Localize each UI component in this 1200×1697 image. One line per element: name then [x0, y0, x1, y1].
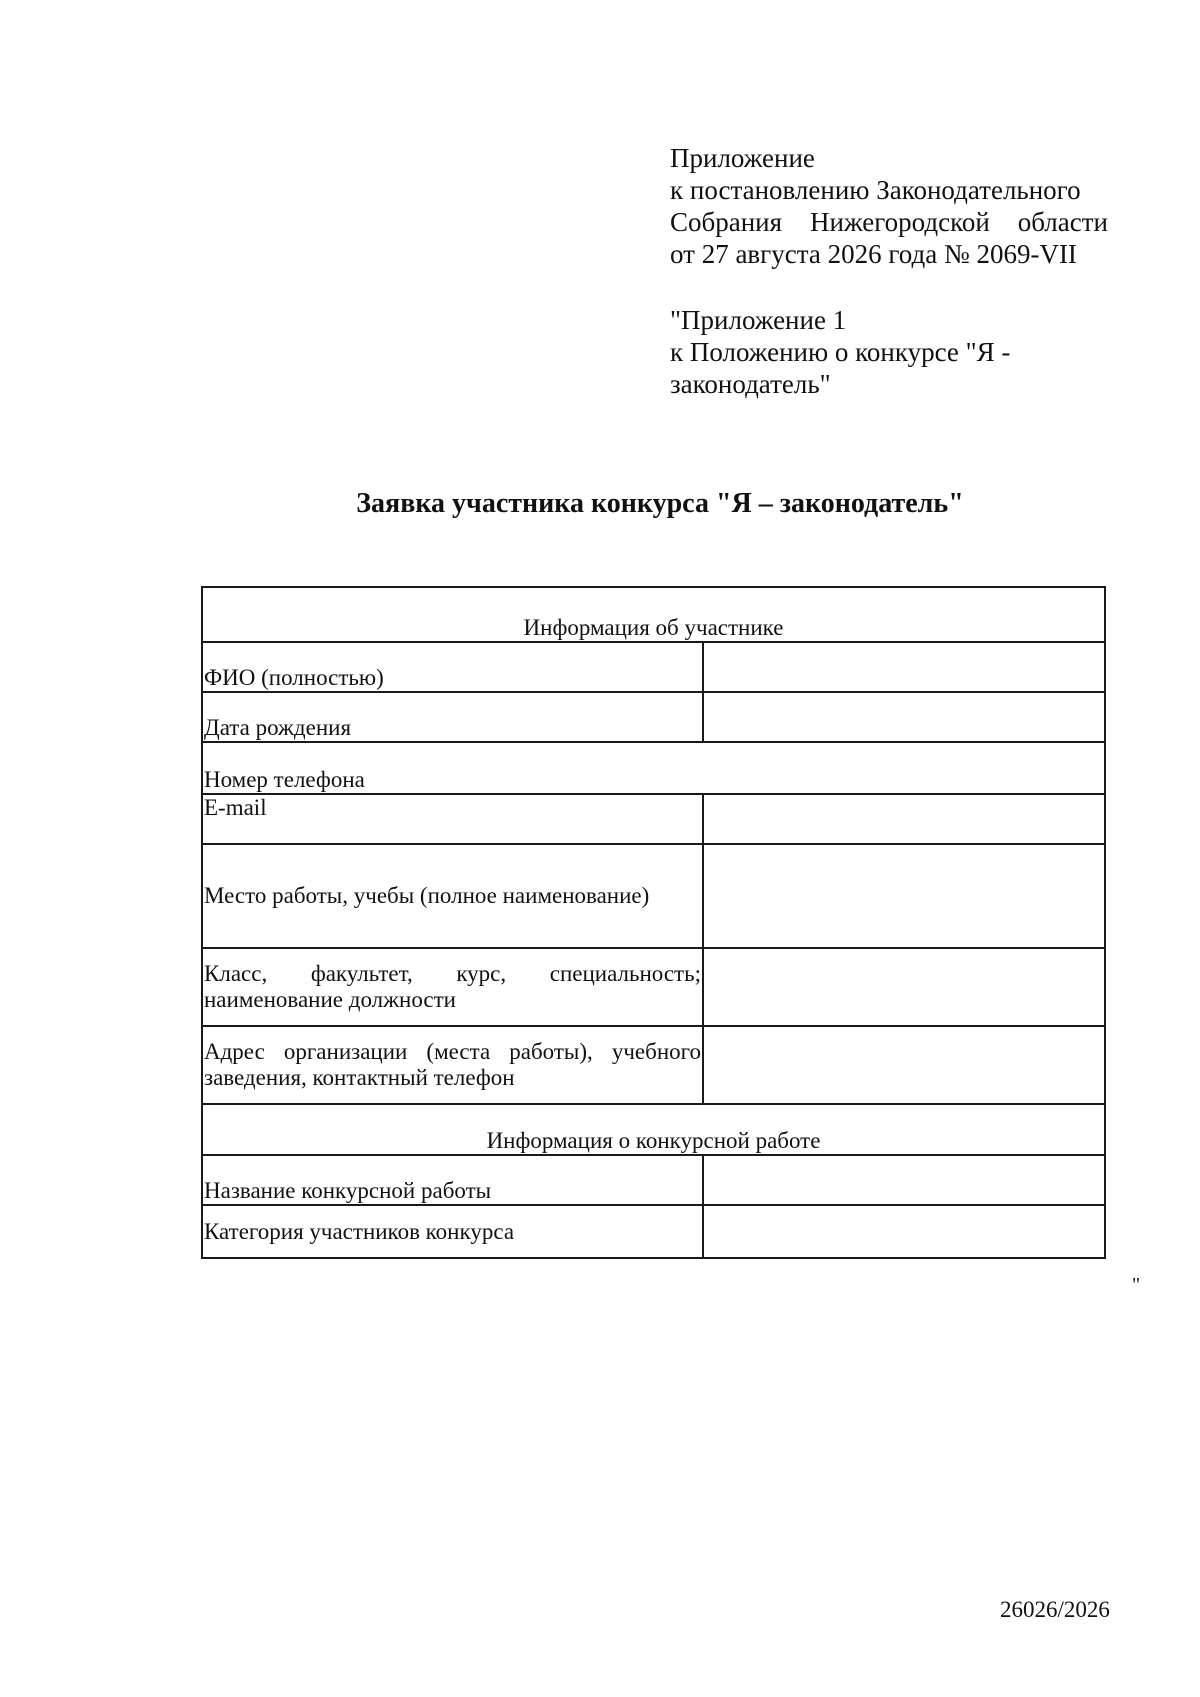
value-class-faculty-field[interactable]: [703, 948, 1105, 1026]
table-row-class-faculty: [202, 948, 1105, 1026]
section-row-work: [202, 1104, 1105, 1155]
appendix-line-3-right: области: [1017, 207, 1108, 237]
appendix-line-2: к постановлению Законодательного: [670, 175, 1081, 205]
section-row-participant: [202, 587, 1105, 642]
appendix-line-1: Приложение: [670, 143, 815, 173]
value-category-field[interactable]: [703, 1205, 1105, 1258]
document-number: 26026/2026: [1000, 1597, 1110, 1622]
value-address-field[interactable]: [703, 1026, 1105, 1104]
table-row-phone: [202, 742, 1105, 794]
label-email: E-mail: [202, 794, 703, 844]
document-title: Заявка участника конкурса "Я – законодатель": [356, 488, 964, 519]
section-header-participant: Информация об участнике: [202, 587, 1105, 642]
appendix-line-5: "Приложение 1: [670, 305, 847, 335]
label-category: Категория участников конкурса: [202, 1205, 703, 1258]
appendix-block: [670, 142, 1110, 400]
value-fio-field[interactable]: [703, 642, 1105, 692]
appendix-spacer: [670, 270, 1110, 304]
value-work-title-field[interactable]: [703, 1155, 1105, 1205]
value-workplace-field[interactable]: [703, 844, 1105, 948]
value-email-field[interactable]: [703, 794, 1105, 844]
appendix-line-7: законодатель": [670, 369, 831, 399]
label-birth-date: Дата рождения: [202, 692, 703, 742]
label-workplace: Место работы, учебы (полное наименование): [202, 844, 703, 948]
label-phone: Номер телефона: [202, 742, 1105, 794]
appendix-line-6: к Положению о конкурсе "Я -: [670, 337, 1011, 367]
label-fio: ФИО (полностью): [202, 642, 703, 692]
table-row-address: [202, 1026, 1105, 1104]
table-row-category: [202, 1205, 1105, 1258]
table-row-work-title: [202, 1155, 1105, 1205]
table-row-fio: [202, 642, 1105, 692]
appendix-line-4: от 27 августа 2026 года № 2069-VII: [670, 239, 1077, 269]
appendix-line-3-mid: Нижегородской: [810, 207, 990, 237]
appendix-line-3-left: Собрания: [670, 207, 783, 237]
label-work-title: Название конкурсной работы: [202, 1155, 703, 1205]
appendix-line-3: [670, 206, 1108, 238]
section-header-work: Информация о конкурсной работе: [202, 1104, 1105, 1155]
table-row-workplace: [202, 844, 1105, 948]
table-row-email: [202, 794, 1105, 844]
closing-quote: ": [1132, 1274, 1141, 1296]
label-class-faculty: Класс, факультет, курс, специальность; наименование должности: [202, 948, 703, 1026]
application-form-table: [201, 586, 1106, 1259]
value-birth-date-field[interactable]: [703, 692, 1105, 742]
label-address: Адрес организации (места работы), учебного заведения, контактный телефон: [202, 1026, 703, 1104]
table-row-birth-date: [202, 692, 1105, 742]
